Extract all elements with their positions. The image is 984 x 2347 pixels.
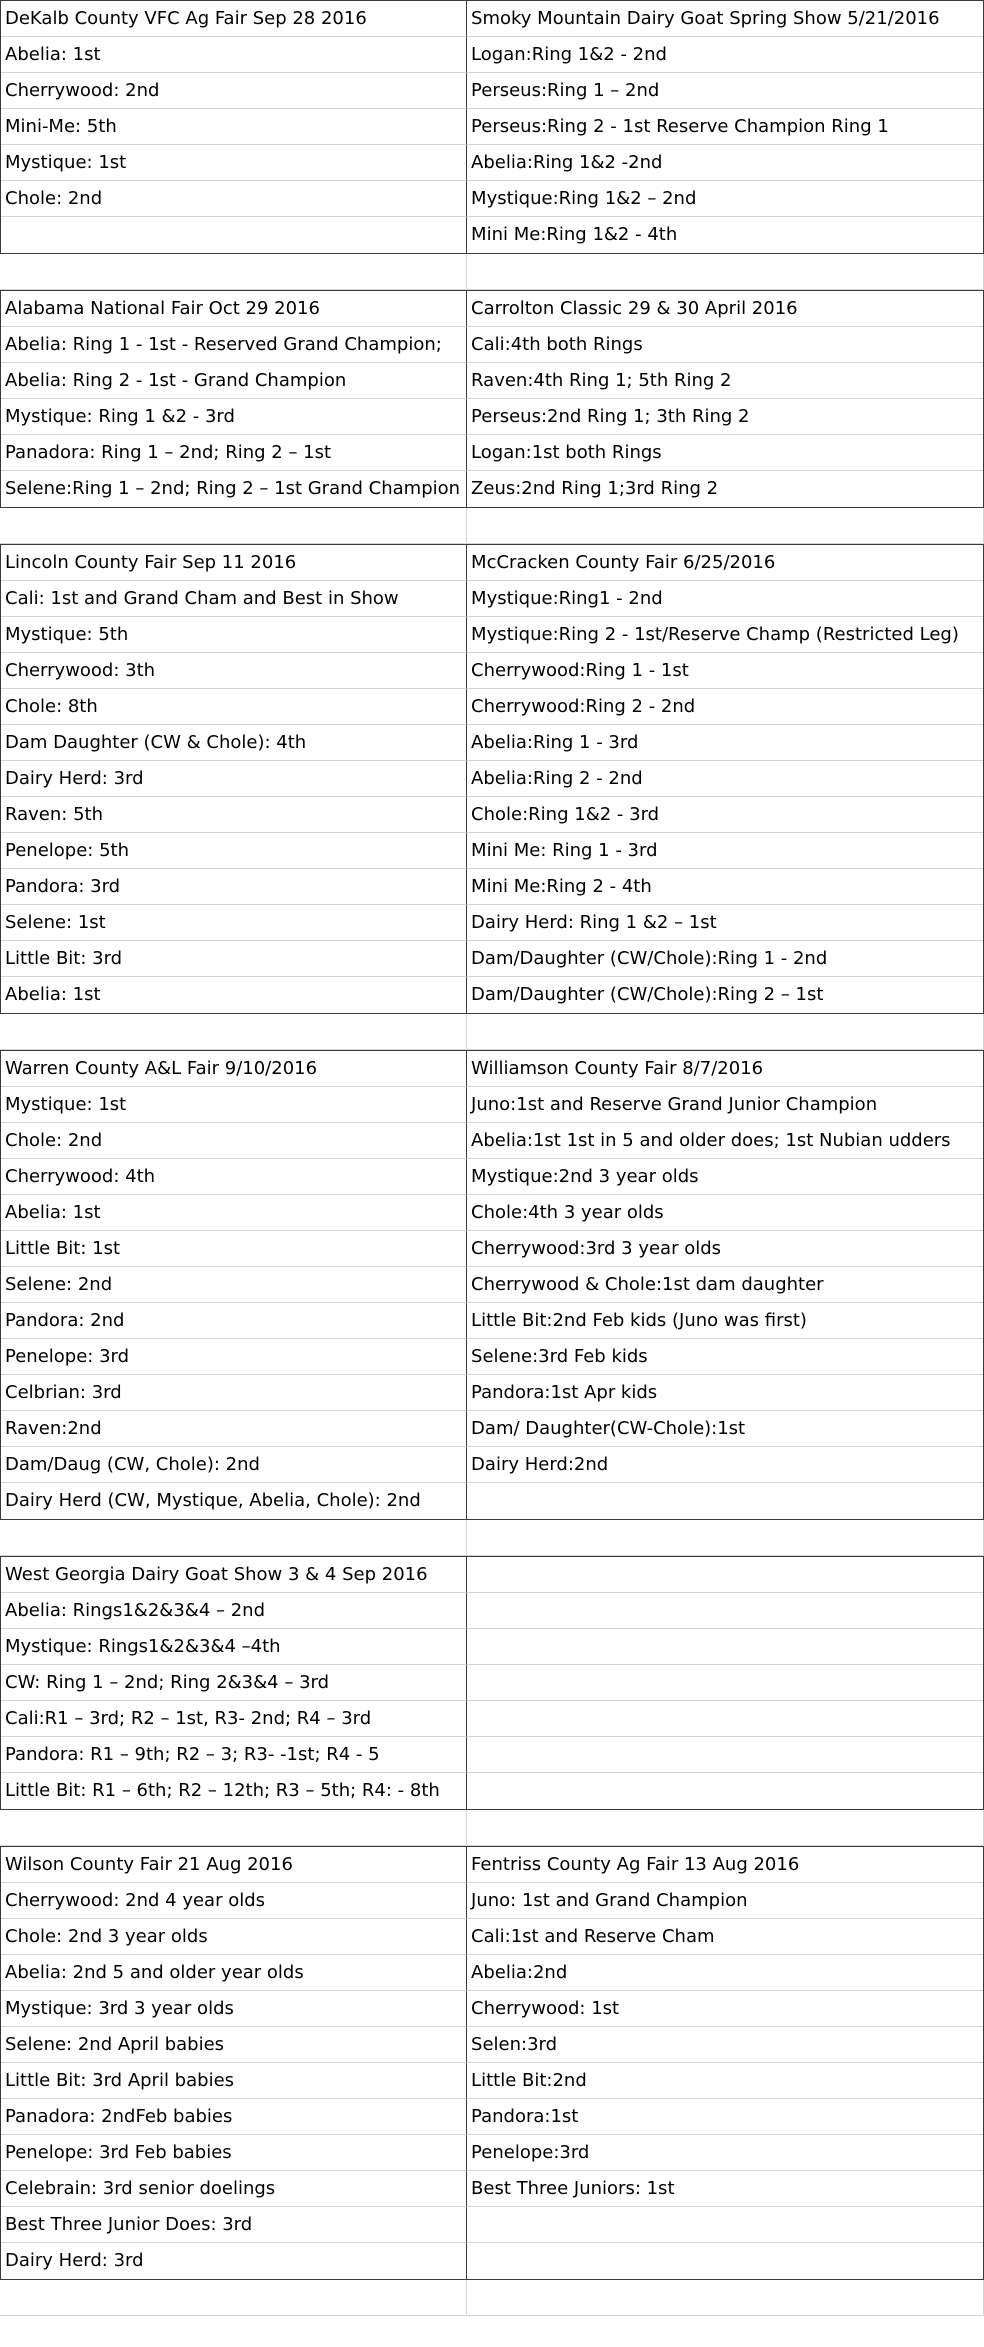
sheet-row bbox=[1, 869, 983, 905]
right-cell[interactable]: Little Bit:2nd Feb kids (Juno was first) bbox=[467, 1303, 983, 1339]
sheet-row bbox=[1, 2063, 983, 2099]
left-cell[interactable]: Cali:R1 – 3rd; R2 – 1st, R3- 2nd; R4 – 3rd bbox=[1, 1701, 467, 1737]
sheet-row bbox=[1, 2135, 983, 2171]
left-cell[interactable]: Little Bit: 3rd bbox=[1, 941, 467, 977]
sheet-row bbox=[1, 2099, 983, 2135]
right-cell[interactable]: Raven:4th Ring 1; 5th Ring 2 bbox=[467, 363, 983, 399]
right-cell[interactable]: Cherrywood:Ring 2 - 2nd bbox=[467, 689, 983, 725]
left-cell[interactable]: Mini-Me: 5th bbox=[1, 109, 467, 145]
sheet-row bbox=[0, 1520, 984, 1556]
left-cell[interactable]: Chole: 8th bbox=[1, 689, 467, 725]
sheet-row bbox=[0, 508, 984, 544]
sheet-row bbox=[1, 1339, 983, 1375]
right-cell[interactable] bbox=[467, 1629, 983, 1665]
left-cell[interactable]: Panadora: Ring 1 – 2nd; Ring 2 – 1st bbox=[1, 435, 467, 471]
right-cell[interactable]: Carrolton Classic 29 & 30 April 2016 bbox=[467, 291, 983, 327]
sheet-row bbox=[1, 761, 983, 797]
sheet-row bbox=[1, 617, 983, 653]
sheet-row bbox=[1, 725, 983, 761]
left-cell[interactable]: Mystique: Ring 1 &2 - 3rd bbox=[1, 399, 467, 435]
right-cell[interactable]: Abelia:1st 1st in 5 and older does; 1st Nubian udders bbox=[467, 1123, 983, 1159]
right-cell[interactable]: Abelia:Ring 2 - 2nd bbox=[467, 761, 983, 797]
right-cell[interactable]: Perseus:Ring 2 - 1st Reserve Champion Ring 1 bbox=[467, 109, 983, 145]
right-cell[interactable] bbox=[467, 2243, 983, 2279]
results-block bbox=[0, 1846, 984, 2280]
right-cell[interactable]: Cherrywood & Chole:1st dam daughter bbox=[467, 1267, 983, 1303]
right-cell[interactable]: Pandora:1st bbox=[467, 2099, 983, 2135]
right-cell[interactable]: Cherrywood: 1st bbox=[467, 1991, 983, 2027]
sheet-row bbox=[1, 1919, 983, 1955]
right-cell[interactable]: Perseus:Ring 1 – 2nd bbox=[467, 73, 983, 109]
left-cell[interactable] bbox=[0, 1520, 467, 1556]
left-cell[interactable]: Mystique: 1st bbox=[1, 1087, 467, 1123]
right-cell[interactable]: Mini Me: Ring 1 - 3rd bbox=[467, 833, 983, 869]
right-cell[interactable] bbox=[467, 1557, 983, 1593]
left-cell[interactable]: Little Bit: 1st bbox=[1, 1231, 467, 1267]
right-cell[interactable] bbox=[467, 1737, 983, 1773]
sheet-row bbox=[1, 435, 983, 471]
left-cell[interactable]: Pandora: 3rd bbox=[1, 869, 467, 905]
sheet-row bbox=[1, 1593, 983, 1629]
left-cell[interactable]: Cherrywood: 2nd bbox=[1, 73, 467, 109]
left-cell[interactable]: Warren County A&L Fair 9/10/2016 bbox=[1, 1051, 467, 1087]
left-cell[interactable]: Abelia: Ring 2 - 1st - Grand Champion bbox=[1, 363, 467, 399]
sheet-row bbox=[1, 181, 983, 217]
left-cell[interactable]: Pandora: 2nd bbox=[1, 1303, 467, 1339]
left-cell[interactable]: Little Bit: 3rd April babies bbox=[1, 2063, 467, 2099]
sheet-row bbox=[1, 2207, 983, 2243]
results-block bbox=[0, 1050, 984, 1520]
left-cell[interactable] bbox=[0, 254, 467, 290]
right-cell[interactable]: Juno: 1st and Grand Champion bbox=[467, 1883, 983, 1919]
left-cell[interactable]: Pandora: R1 – 9th; R2 – 3; R3- -1st; R4 - 5 bbox=[1, 1737, 467, 1773]
sheet-row bbox=[1, 581, 983, 617]
right-cell[interactable]: Williamson County Fair 8/7/2016 bbox=[467, 1051, 983, 1087]
sheet-row bbox=[1, 109, 983, 145]
sheet-row bbox=[1, 291, 983, 327]
left-cell[interactable]: Panadora: 2ndFeb babies bbox=[1, 2099, 467, 2135]
left-cell[interactable]: Dairy Herd (CW, Mystique, Abelia, Chole): 2nd bbox=[1, 1483, 467, 1519]
left-cell[interactable]: Celebrain: 3rd senior doelings bbox=[1, 2171, 467, 2207]
left-cell[interactable] bbox=[1, 217, 467, 253]
right-cell[interactable]: Mystique:Ring1 - 2nd bbox=[467, 581, 983, 617]
sheet-row bbox=[1, 145, 983, 181]
sheet-row bbox=[1, 1375, 983, 1411]
left-cell[interactable] bbox=[0, 508, 467, 544]
sheet-row bbox=[1, 1051, 983, 1087]
right-cell[interactable]: Mini Me:Ring 2 - 4th bbox=[467, 869, 983, 905]
sheet-row bbox=[1, 833, 983, 869]
sheet-row bbox=[1, 1557, 983, 1593]
sheet-row bbox=[1, 1701, 983, 1737]
results-block bbox=[0, 290, 984, 508]
right-cell[interactable]: Penelope:3rd bbox=[467, 2135, 983, 2171]
left-cell[interactable]: CW: Ring 1 – 2nd; Ring 2&3&4 – 3rd bbox=[1, 1665, 467, 1701]
right-cell[interactable]: Mystique:Ring 2 - 1st/Reserve Champ (Restricted Leg) bbox=[467, 617, 983, 653]
left-cell[interactable]: DeKalb County VFC Ag Fair Sep 28 2016 bbox=[1, 1, 467, 37]
right-cell[interactable]: Perseus:2nd Ring 1; 3th Ring 2 bbox=[467, 399, 983, 435]
left-cell[interactable]: Penelope: 3rd Feb babies bbox=[1, 2135, 467, 2171]
left-cell[interactable]: Mystique: 3rd 3 year olds bbox=[1, 1991, 467, 2027]
results-block bbox=[0, 1556, 984, 1810]
right-cell[interactable]: Cali:4th both Rings bbox=[467, 327, 983, 363]
left-cell[interactable]: Penelope: 3rd bbox=[1, 1339, 467, 1375]
sheet-row bbox=[1, 1847, 983, 1883]
left-cell[interactable]: Abelia: Rings1&2&3&4 – 2nd bbox=[1, 1593, 467, 1629]
left-cell[interactable]: Dam Daughter (CW & Chole): 4th bbox=[1, 725, 467, 761]
sheet-row bbox=[1, 1447, 983, 1483]
right-cell[interactable] bbox=[467, 1014, 984, 1050]
sheet-row bbox=[0, 2280, 984, 2316]
left-cell[interactable]: Raven: 5th bbox=[1, 797, 467, 833]
sheet-row bbox=[1, 1737, 983, 1773]
right-cell[interactable]: Selene:3rd Feb kids bbox=[467, 1339, 983, 1375]
left-cell[interactable]: Cali: 1st and Grand Cham and Best in Show bbox=[1, 581, 467, 617]
results-block bbox=[0, 544, 984, 1014]
right-cell[interactable]: Fentriss County Ag Fair 13 Aug 2016 bbox=[467, 1847, 983, 1883]
left-cell[interactable]: Cherrywood: 4th bbox=[1, 1159, 467, 1195]
left-cell[interactable]: Selene: 2nd April babies bbox=[1, 2027, 467, 2063]
right-cell[interactable] bbox=[467, 508, 984, 544]
sheet-row bbox=[0, 254, 984, 290]
sheet-row bbox=[1, 217, 983, 253]
right-cell[interactable]: Cali:1st and Reserve Cham bbox=[467, 1919, 983, 1955]
left-cell[interactable]: Wilson County Fair 21 Aug 2016 bbox=[1, 1847, 467, 1883]
right-cell[interactable]: Abelia:Ring 1 - 3rd bbox=[467, 725, 983, 761]
right-cell[interactable]: Dam/Daughter (CW/Chole):Ring 2 – 1st bbox=[471, 984, 824, 1005]
sheet-row bbox=[1, 1231, 983, 1267]
left-cell[interactable]: Lincoln County Fair Sep 11 2016 bbox=[1, 545, 467, 581]
right-cell[interactable] bbox=[467, 2207, 983, 2243]
right-cell[interactable]: Cherrywood:Ring 1 - 1st bbox=[467, 653, 983, 689]
right-cell[interactable] bbox=[467, 1483, 983, 1519]
left-cell[interactable]: Abelia: 1st bbox=[1, 37, 467, 73]
left-cell[interactable]: Little Bit: R1 – 6th; R2 – 12th; R3 – 5th; R4: - 8th bbox=[1, 1773, 467, 1809]
sheet-row bbox=[1, 1665, 983, 1701]
sheet-row bbox=[1, 363, 983, 399]
right-cell[interactable]: Cherrywood:3rd 3 year olds bbox=[467, 1231, 983, 1267]
left-cell[interactable]: Dam/Daug (CW, Chole): 2nd bbox=[1, 1447, 467, 1483]
right-cell[interactable] bbox=[467, 254, 984, 290]
right-cell[interactable] bbox=[467, 2280, 984, 2316]
sheet-row bbox=[1, 399, 983, 435]
right-cell[interactable]: Pandora:1st Apr kids bbox=[467, 1375, 983, 1411]
left-cell[interactable]: Raven:2nd bbox=[1, 1411, 467, 1447]
left-cell[interactable]: Mystique: 5th bbox=[1, 617, 467, 653]
right-cell[interactable]: Little Bit:2nd bbox=[467, 2063, 983, 2099]
sheet-row bbox=[1, 1883, 983, 1919]
right-cell[interactable] bbox=[467, 1810, 984, 1846]
sheet-row bbox=[1, 73, 983, 109]
sheet-row bbox=[1, 977, 983, 1013]
left-cell[interactable]: Chole: 2nd bbox=[1, 1123, 467, 1159]
left-cell[interactable]: Abelia: 1st bbox=[1, 1195, 467, 1231]
sheet-row bbox=[1, 1991, 983, 2027]
left-cell[interactable]: Abelia: Ring 1 - 1st - Reserved Grand Champion; bbox=[1, 327, 467, 363]
sheet-row bbox=[1, 545, 983, 581]
left-cell[interactable]: Best Three Junior Does: 3rd bbox=[1, 2207, 467, 2243]
sheet-row bbox=[0, 1014, 984, 1050]
right-cell[interactable]: Selen:3rd bbox=[467, 2027, 983, 2063]
sheet-row bbox=[1, 327, 983, 363]
right-cell[interactable]: McCracken County Fair 6/25/2016 bbox=[467, 545, 983, 581]
left-cell[interactable]: Abelia: 1st bbox=[1, 977, 467, 1013]
sheet-row bbox=[1, 2171, 983, 2207]
left-cell[interactable]: Selene:Ring 1 – 2nd; Ring 2 – 1st Grand Champion bbox=[1, 471, 467, 507]
right-cell[interactable]: Dam/ Daughter(CW-Chole):1st bbox=[467, 1411, 983, 1447]
sheet-row bbox=[1, 471, 983, 507]
right-cell[interactable]: Dairy Herd:2nd bbox=[467, 1447, 983, 1483]
sheet-row bbox=[1, 653, 983, 689]
right-cell[interactable]: Smoky Mountain Dairy Goat Spring Show 5/21/2016 bbox=[467, 1, 983, 37]
right-cell[interactable]: Chole:4th 3 year olds bbox=[467, 1195, 983, 1231]
left-cell[interactable]: Celbrian: 3rd bbox=[1, 1375, 467, 1411]
left-cell[interactable]: Selene: 1st bbox=[1, 905, 467, 941]
right-cell[interactable]: Abelia:2nd bbox=[467, 1955, 983, 1991]
right-cell[interactable]: Abelia:Ring 1&2 -2nd bbox=[467, 145, 983, 181]
right-cell[interactable]: Logan:1st both Rings bbox=[467, 435, 983, 471]
sheet-row bbox=[1, 1483, 983, 1519]
left-cell[interactable]: West Georgia Dairy Goat Show 3 & 4 Sep 2016 bbox=[1, 1557, 467, 1593]
left-cell[interactable]: Cherrywood: 2nd 4 year olds bbox=[1, 1883, 467, 1919]
sheet-row bbox=[1, 1, 983, 37]
left-cell[interactable]: Mystique: Rings1&2&3&4 –4th bbox=[1, 1629, 467, 1665]
right-cell[interactable]: Dam/Daughter (CW/Chole):Ring 1 - 2nd bbox=[467, 941, 983, 977]
left-cell[interactable] bbox=[0, 2280, 467, 2316]
left-cell[interactable] bbox=[0, 1014, 467, 1050]
right-cell[interactable]: Juno:1st and Reserve Grand Junior Champion bbox=[467, 1087, 983, 1123]
left-cell[interactable]: Cherrywood: 3th bbox=[1, 653, 467, 689]
left-cell[interactable]: Chole: 2nd 3 year olds bbox=[1, 1919, 467, 1955]
left-cell[interactable]: Penelope: 5th bbox=[1, 833, 467, 869]
right-cell[interactable]: Best Three Juniors: 1st bbox=[467, 2171, 983, 2207]
right-cell[interactable]: Mini Me:Ring 1&2 - 4th bbox=[471, 224, 678, 245]
sheet-row bbox=[1, 1629, 983, 1665]
right-cell[interactable]: Mystique:2nd 3 year olds bbox=[467, 1159, 983, 1195]
left-cell[interactable]: Dairy Herd: 3rd bbox=[1, 761, 467, 797]
left-cell[interactable]: Selene: 2nd bbox=[1, 1267, 467, 1303]
sheet-row bbox=[1, 1955, 983, 1991]
right-cell[interactable] bbox=[467, 1665, 983, 1701]
left-cell[interactable]: Chole: 2nd bbox=[1, 181, 467, 217]
right-cell[interactable]: Mystique:Ring 1&2 – 2nd bbox=[467, 181, 983, 217]
sheet-row bbox=[1, 905, 983, 941]
sheet-row bbox=[1, 1411, 983, 1447]
sheet-row bbox=[1, 1195, 983, 1231]
right-cell[interactable] bbox=[467, 1773, 983, 1809]
sheet-row bbox=[1, 2243, 983, 2279]
sheet-row bbox=[1, 2027, 983, 2063]
left-cell[interactable]: Mystique: 1st bbox=[1, 145, 467, 181]
right-cell[interactable] bbox=[467, 1593, 983, 1629]
left-cell[interactable]: Alabama National Fair Oct 29 2016 bbox=[1, 291, 467, 327]
sheet-row bbox=[1, 689, 983, 725]
sheet-row bbox=[1, 1303, 983, 1339]
right-cell[interactable]: Chole:Ring 1&2 - 3rd bbox=[467, 797, 983, 833]
sheet-row bbox=[1, 1773, 983, 1809]
sheet-row bbox=[0, 1810, 984, 1846]
right-cell[interactable]: Logan:Ring 1&2 - 2nd bbox=[467, 37, 983, 73]
right-cell[interactable] bbox=[467, 1520, 984, 1556]
left-cell[interactable]: Dairy Herd: 3rd bbox=[1, 2243, 467, 2279]
sheet-row bbox=[1, 37, 983, 73]
sheet-row bbox=[1, 1123, 983, 1159]
left-cell[interactable]: Abelia: 2nd 5 and older year olds bbox=[1, 1955, 467, 1991]
sheet-row bbox=[1, 941, 983, 977]
right-cell[interactable]: Zeus:2nd Ring 1;3rd Ring 2 bbox=[471, 478, 719, 499]
right-cell[interactable]: Dairy Herd: Ring 1 &2 – 1st bbox=[467, 905, 983, 941]
right-cell[interactable] bbox=[467, 1701, 983, 1737]
sheet-row bbox=[1, 1267, 983, 1303]
left-cell[interactable] bbox=[0, 1810, 467, 1846]
results-block bbox=[0, 0, 984, 254]
sheet-row bbox=[1, 1159, 983, 1195]
sheet-row bbox=[1, 797, 983, 833]
sheet-row bbox=[1, 1087, 983, 1123]
